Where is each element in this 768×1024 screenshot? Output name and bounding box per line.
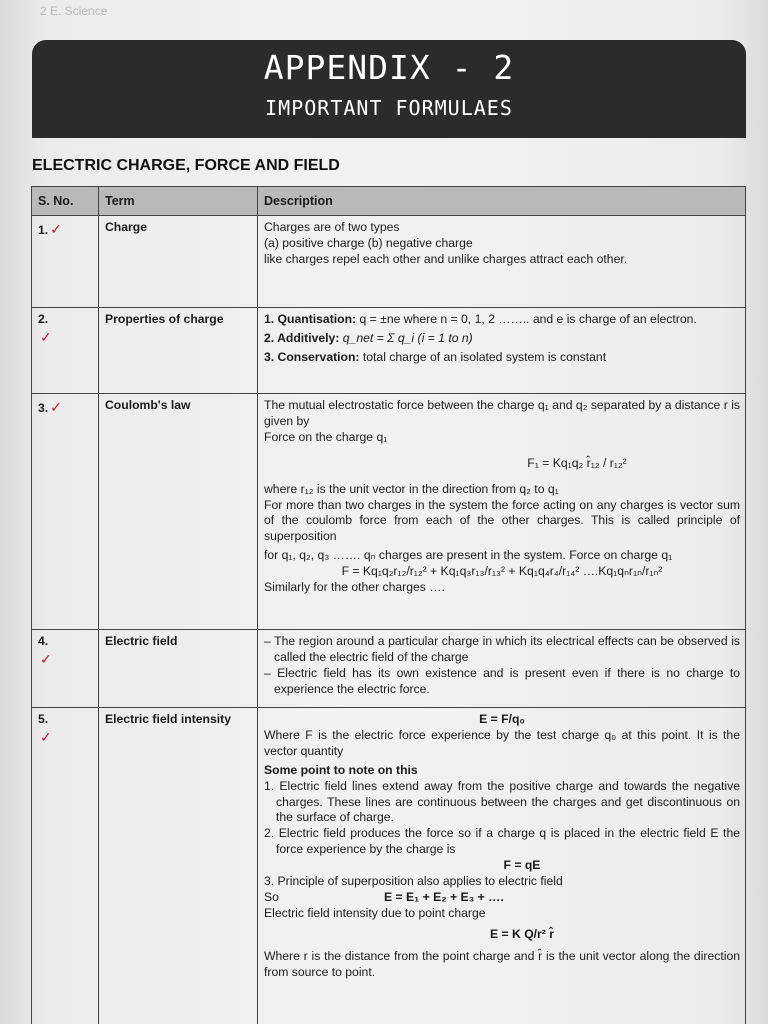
page-number: 2 E. Science [40, 4, 108, 18]
check-mark-icon: ✓ [40, 329, 52, 346]
description-line: Force on the charge q₁ [264, 429, 388, 444]
check-mark-icon: ✓ [50, 399, 62, 416]
numbered-item: 2. Electric field produces the force so if a charge q is placed in the electric field E the force experience by the charge is [264, 826, 740, 857]
banner-subtitle: IMPORTANT FORMULAES [265, 96, 513, 120]
bullet-line: – Electric field has its own existence and is present even if there is no charge to experience the electric force. [264, 665, 740, 696]
force-formula: F = qE [503, 857, 541, 872]
point-charge-formula: E = K Q/r² r̂ [489, 927, 554, 942]
row-sno: 4. ✓ [32, 630, 99, 708]
table-row [32, 708, 746, 1024]
header-term: Term [99, 187, 258, 216]
description-line: Similarly for the other charges …. [264, 579, 445, 594]
notes-heading: Some point to note on this [264, 762, 418, 777]
table-header-row [32, 187, 746, 216]
table-row [32, 630, 746, 708]
row-term: Charge [99, 216, 258, 308]
description-line: (a) positive charge (b) negative charge [264, 236, 473, 251]
section-title: ELECTRIC CHARGE, FORCE AND FIELD [32, 157, 340, 174]
row-description [258, 308, 746, 394]
description-line: The mutual electrostatic force between the charge q₁ and q₂ separated by a distance r is given by [264, 398, 740, 429]
coulomb-formula: F₁ = Kq₁q₂ r̂₁₂ / r₁₂² [527, 455, 627, 470]
row-description [258, 216, 746, 308]
bullet-line: – The region around a particular charge in which its electrical effects can be observed is called the electric field of the charge [264, 634, 740, 665]
row-sno: 5. ✓ [32, 708, 99, 1024]
description-line: for q₁, q₂, q₃ ……. qₙ charges are present in the system. Force on charge q₁ [264, 548, 673, 563]
description-line: Where r is the distance from the point charge and r̂ is the unit vector along the direction from source to point. [264, 949, 740, 980]
numbered-item: 1. Electric field lines extend away from the positive charge and towards the negative charges. These lines are continuous between the charges and get discontinuous on the surface of charge. [264, 778, 740, 825]
additivity-formula: q_net = Σ q_i (i = 1 to n) [342, 331, 473, 346]
row-term: Electric field intensity [99, 708, 258, 1024]
quantisation-line: 1. Quantisation: q = ±ne where n = 0, 1, 2 …….. and e is charge of an electron. [264, 312, 697, 327]
row-description [258, 708, 746, 1024]
superposition-formula: E = E₁ + E₂ + E₃ + …. [384, 889, 504, 904]
description-line: For more than two charges in the system the force acting on any charges is vector sum of the coulomb force from each of the other charges. This is called principle of superposition [264, 497, 740, 544]
check-mark-icon: ✓ [40, 729, 52, 746]
description-line: Charges are of two types [264, 220, 400, 235]
field-formula: E = F/q₀ [479, 712, 525, 727]
row-term: Coulomb's law [99, 394, 258, 630]
superposition-formula: F = Kq₁q₂r₁₂/r₁₂² + Kq₁q₃r₁₃/r₁₃² + Kq₁q₄r₄/r₁₄² ….Kq₁qₙr₁ₙ/r₁ₙ² [341, 563, 663, 578]
check-mark-icon: ✓ [50, 221, 62, 238]
row-description [258, 394, 746, 630]
description-line: Where F is the electric force experience by the test charge q₀ at this point. It is the vector quantity [264, 728, 740, 758]
check-mark-icon: ✓ [40, 651, 52, 668]
conservation-line: 3. Conservation: total charge of an isolated system is constant [264, 349, 607, 364]
row-description [258, 630, 746, 708]
row-term: Properties of charge [99, 308, 258, 394]
table-row [32, 394, 746, 630]
superposition-line: So E = E₁ + E₂ + E₃ + …. [264, 889, 504, 904]
description-line: like charges repel each other and unlike charges attract each other. [264, 251, 628, 266]
row-sno: 3. ✓ [32, 394, 99, 630]
header-sno: S. No. [32, 187, 99, 216]
numbered-item: 3. Principle of superposition also applies to electric field [264, 873, 563, 888]
banner-title: APPENDIX - 2 [263, 48, 515, 87]
row-sno: 2. ✓ [32, 308, 99, 394]
additivity-line: 2. Additively: q_net = Σ q_i (i = 1 to n) [264, 331, 473, 346]
description-line: Electric field intensity due to point charge [264, 905, 486, 920]
description-line: where r₁₂ is the unit vector in the direction from q₂ to q₁ [264, 481, 559, 496]
header-description: Description [258, 187, 746, 216]
table-row [32, 308, 746, 394]
row-sno: 1. ✓ [32, 216, 99, 308]
formula-table [31, 186, 746, 1024]
appendix-banner [32, 40, 746, 138]
row-term: Electric field [99, 630, 258, 708]
table-row [32, 216, 746, 308]
